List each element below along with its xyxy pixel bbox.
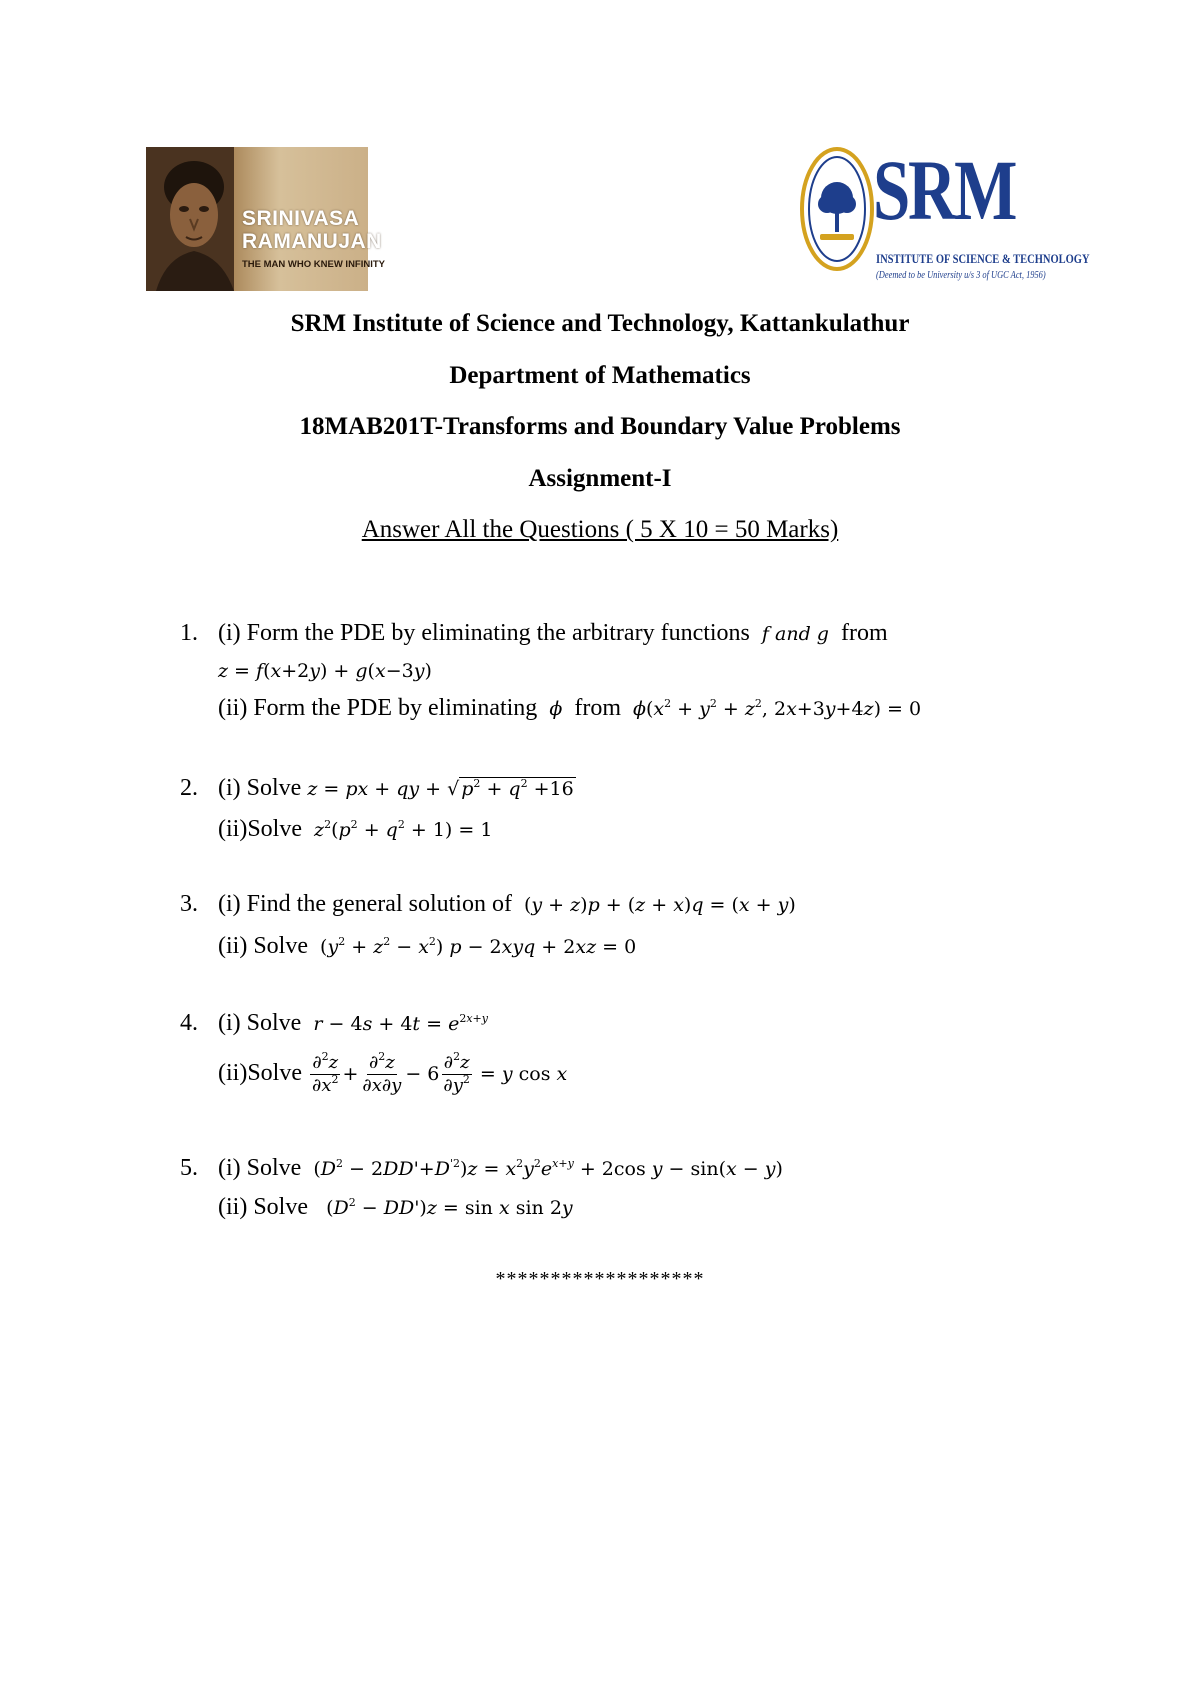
institute-heading: SRM Institute of Science and Technology, Kattankulathur: [290, 310, 910, 337]
question-part-label: (ii)Solve: [218, 816, 302, 842]
ramanujan-banner-logo: [146, 147, 386, 291]
assignment-heading: Assignment-I: [528, 465, 672, 492]
math-expression: ϕ: [543, 698, 569, 720]
ramanujan-portrait-icon: [146, 147, 234, 291]
srm-logo-institute-text: INSTITUTE OF SCIENCE & TECHNOLOGY: [876, 252, 1090, 266]
math-expression: $(D^2 - DD')z = \sin x$ sin 2y: [314, 1196, 573, 1219]
question-part-label: (i) Solve: [218, 775, 302, 801]
question-number: 1.: [180, 620, 198, 646]
question-number: 5.: [180, 1155, 198, 1181]
math-expression: $(D^2 - 2DD'+D^{'2})z = x^2y^2e^{x+y} + 2\cos$ y − sin(x − y): [307, 1157, 783, 1180]
math-expression: $z^2(p^2 + q^2 + 1) = 1$: [314, 818, 493, 841]
question-1-part-1: [218, 620, 888, 647]
question-4-part-1: [218, 1010, 488, 1037]
question-1-part-1-equation: [218, 657, 432, 684]
question-part-label: (i) Solve: [218, 1155, 302, 1181]
question-part-label: (i) Form the PDE by eliminating the arbitrary functions: [218, 620, 750, 646]
question-5-part-1: [218, 1155, 783, 1182]
question-number: 2.: [180, 775, 198, 801]
math-expression: $\phi(x^2 + y^2 + z^2$, 2x+3y+4z) = 0: [633, 697, 922, 720]
ramanujan-banner-tagline: THE MAN WHO KNEW INFINITY: [242, 259, 386, 270]
math-fraction: $\frac{\partial^2z}{\partial y^2}$: [443, 1050, 470, 1096]
course-heading: 18MAB201T-Transforms and Boundary Value Problems: [299, 413, 901, 440]
instructions-line: Answer All the Questions ( 5 X 10 = 50 Marks): [361, 516, 839, 543]
question-5-part-2: [218, 1194, 573, 1221]
ramanujan-banner-line2: RAMANUJAN: [242, 230, 382, 253]
math-expression: (y + z)p + (z + x)q = (x + y): [517, 894, 796, 916]
question-part-label: (ii) Form the PDE by eliminating: [218, 695, 538, 721]
question-part-label: (ii) Solve: [218, 1194, 308, 1220]
math-fraction: $\frac{\partial^2z}{\partial x^2}$: [312, 1050, 339, 1096]
ramanujan-banner-line1: SRINIVASA: [242, 207, 360, 230]
question-number: 4.: [180, 1010, 198, 1036]
srm-logo: [800, 142, 1090, 292]
math-expression: z = f(x+2y) + g(x−3y): [218, 660, 432, 682]
question-1-part-2: [218, 695, 921, 722]
math-expression: = y cos x: [473, 1063, 568, 1086]
question-3-part-1: [218, 891, 796, 918]
question-2-part-1: [218, 775, 576, 802]
department-heading: Department of Mathematics: [449, 362, 751, 389]
question-2-part-2: [218, 816, 492, 843]
question-part-label: (ii) Solve: [218, 933, 308, 959]
question-part-tail: from: [840, 620, 888, 646]
math-expression: f and g: [755, 623, 835, 645]
srm-emblem-icon: [800, 146, 874, 272]
srm-logo-letters: SRM: [873, 142, 1016, 238]
question-number: 3.: [180, 891, 198, 917]
question-part-label: (ii)Solve: [218, 1060, 302, 1087]
question-part-label: (i) Find the general solution of: [218, 891, 512, 917]
math-expression: $(y^2 + z^2 - x^2) p - 2xyq + 2xz = 0$: [314, 935, 637, 958]
math-fraction: $\frac{\partial^2z}{\partial x\partial y}$: [362, 1050, 402, 1096]
question-4-part-2: (ii)Solve $\frac{\partial^2z}{\partial x^2}$ + $\frac{\partial^2z}{\partial x\partial y}$ − 6 $\frac{\partial^2z}{\partial y^2}$ = y cos x: [218, 1050, 568, 1096]
question-part-tail: from: [574, 695, 621, 721]
srm-logo-deemed-text: (Deemed to be University u/s 3 of UGC Act, 1956): [876, 270, 1046, 281]
math-expression: $r - 4s + 4t = e^{2x+y}$: [313, 1012, 488, 1035]
question-3-part-2: [218, 933, 636, 960]
end-of-paper-stars: *******************: [495, 1268, 705, 1290]
question-part-label: (i) Solve: [218, 1010, 302, 1036]
math-expression: z = px + qy + √ $p^2 + q^2 +16$: [307, 777, 574, 800]
